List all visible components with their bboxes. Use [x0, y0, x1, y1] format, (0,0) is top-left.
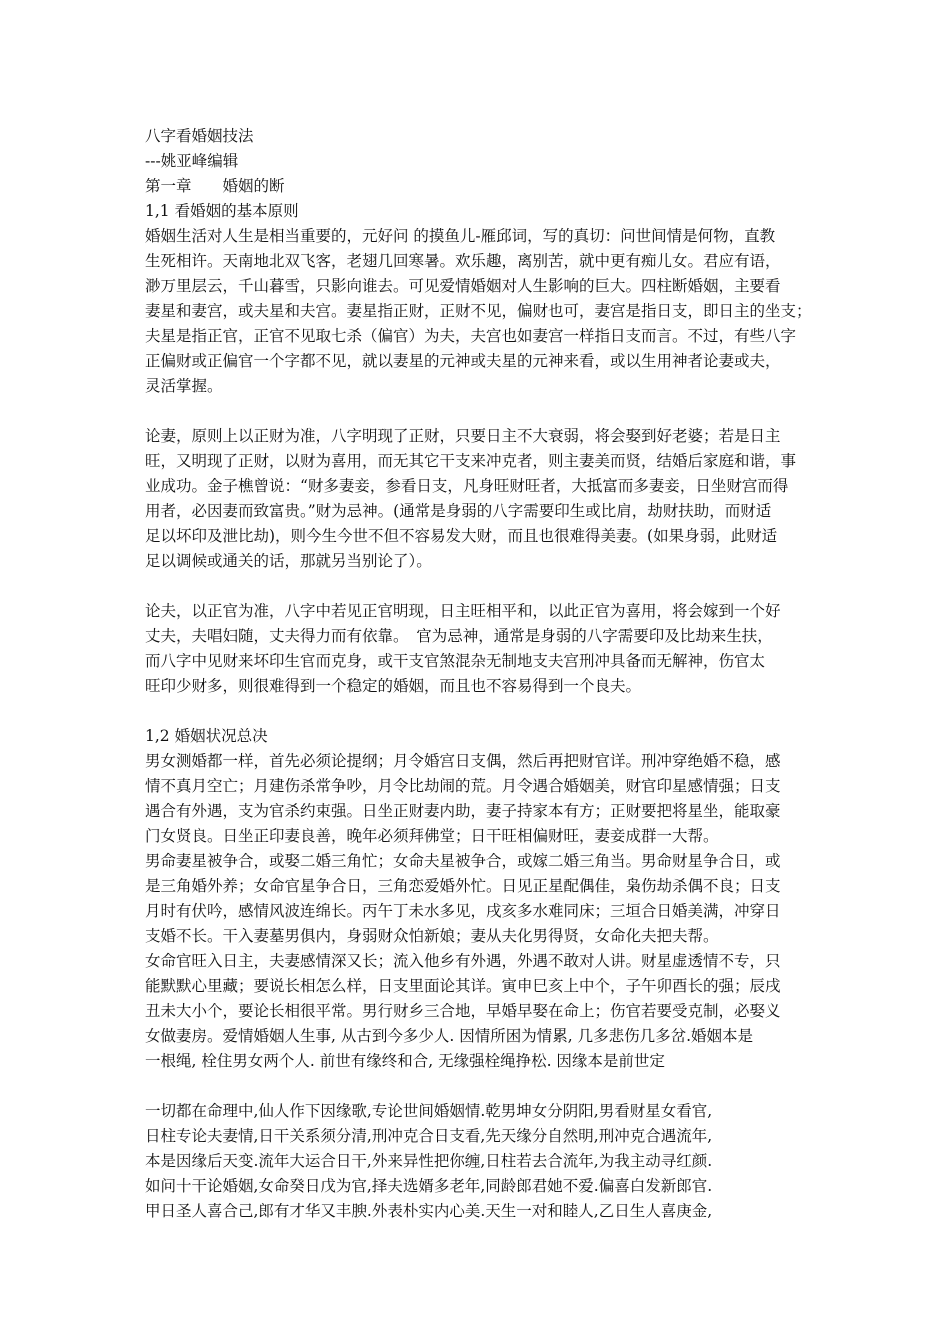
text-line: 夫星是指正官，正官不见取七杀（偏官）为夫，夫宫也如妻宫一样指日支而言。不过，有些八字 [145, 327, 797, 345]
text-line: 女命官旺入日主，夫妻感情深又长；流入他乡有外遇，外遇不敢对人讲。财星虚透情不专，只 [145, 952, 781, 970]
text-line: 妻星和妻宫，或夫星和夫宫。妻星指正财，正财不见，偏财也可，妻宫是指日支，即日主的坐支； [145, 302, 812, 320]
text-line: 月时有伏吟，感情风波连绵长。丙午丁未水多见，戌亥多水难同床；三垣合日婚美满，冲穿日 [145, 902, 781, 920]
text-line: 业成功。金子樵曾说：“财多妻妾，参看日支，凡身旺财旺者，大抵富而多妻妾，日坐财宫而得 [145, 477, 789, 495]
text-line: 渺万里层云，千山暮雪，只影向谁去。可见爱情婚姻对人生影响的巨大。四柱断婚姻，主要看 [145, 277, 781, 295]
text-line: 正偏财或正偏官一个字都不见，就以妻星的元神或夫星的元神来看，或以生用神者论妻或夫， [145, 352, 781, 370]
paragraph [145, 949, 813, 1074]
paragraph [145, 424, 813, 574]
document-page [145, 124, 813, 1224]
text-line: 甲日圣人喜合己,郎有才华又丰腴.外表朴实内心美.天生一对和睦人,乙日生人喜庚金, [145, 1202, 713, 1220]
text-line: 而八字中见财来坏印生官而克身，或干支官煞混杂无制地支夫宫刑冲具备而无解神，伤官太 [145, 652, 766, 670]
paragraph-gap [145, 699, 813, 724]
paragraph [145, 749, 813, 849]
text-line: 一切都在命理中,仙人作下因缘歌,专论世间婚姻情.乾男坤女分阴阳,男看财星女看官, [145, 1102, 713, 1120]
text-line: 支婚不长。干入妻墓男俱内，身弱财众怕新娘；妻从夫化男得贤，女命化夫把夫帮。 [145, 927, 719, 945]
paragraph [145, 224, 813, 399]
text-line: 本是因缘后天变.流年大运合日干,外来异性把你缠,日柱若去合流年,为我主动寻红颜. [145, 1152, 713, 1170]
text-line: 论妻，原则上以正财为准，八字明现了正财，只要日主不大衰弱，将会娶到好老婆；若是日主 [145, 427, 781, 445]
text-line: 男命妻星被争合，或娶二婚三角忙；女命夫星被争合，或嫁二婚三角当。男命财星争合日，或 [145, 852, 781, 870]
document-author: ---姚亚峰编辑 [145, 152, 239, 170]
text-line: 遇合有外遇，支为官杀约束强。日坐正财妻内助，妻子持家本有方；正财要把将星坐，能取豪 [145, 802, 781, 820]
text-line: 生死相许。天南地北双飞客，老翅几回寒暑。欢乐趣，离别苦，就中更有痴儿女。君应有语， [145, 252, 781, 270]
text-line: 如问十干论婚姻,女命癸日戊为官,择夫选婿多老年,同龄郎君她不爱.偏喜白发新郎官. [145, 1177, 713, 1195]
text-line: 日柱专论夫妻情,日干关系须分清,刑冲克合日支看,先天缘分自然明,刑冲克合遇流年, [145, 1127, 713, 1145]
text-line: 论夫，以正官为准，八字中若见正官明现，日主旺相平和，以此正官为喜用，将会嫁到一个好 [145, 602, 781, 620]
text-line: 能默默心里藏；要说长相怎么样，日支里面论其详。寅申巳亥上中个，子午卯酉长的强；辰戌 [145, 977, 781, 995]
text-line: 一根绳, 栓住男女两个人. 前世有缘终和合, 无缘强栓绳挣松. 因缘本是前世定 [145, 1052, 665, 1070]
paragraph-gap [145, 399, 813, 424]
text-line: 用者，必因妻而致富贵。”财为忌神。(通常是身弱的八字需要印生或比肩，劫财扶助，而财适 [145, 502, 772, 520]
document-title: 八字看婚姻技法 [145, 127, 254, 145]
section-heading: 1,1 看婚姻的基本原则 [145, 202, 299, 220]
paragraph-gap [145, 1074, 813, 1099]
text-line: 旺，又明现了正财，以财为喜用，而无其它干支来冲克者，则主妻美而贤，结婚后家庭和谐，事 [145, 452, 797, 470]
paragraph [145, 599, 813, 699]
text-line: 旺印少财多，则很难得到一个稳定的婚姻，而且也不容易得到一个良夫。 [145, 677, 642, 695]
text-line: 情不真月空亡；月建伤杀常争吵，月令比劫闹的荒。月令遇合婚姻美，财官印星感情强；日支 [145, 777, 781, 795]
text-line: 女做妻房。爱情婚姻人生事, 从古到今多少人. 因情所困为情累, 几多悲伤几多岔.婚姻本是 [145, 1027, 753, 1045]
text-line: 婚姻生活对人生是相当重要的，元好问 的摸鱼儿-雁邱词，写的真切：问世间情是何物，直教 [145, 227, 776, 245]
text-line: 灵活掌握。 [145, 377, 223, 395]
text-line: 足以坏印及泄比劫)，则今生今世不但不容易发大财，而且也很难得美妻。(如果身弱，此财适 [145, 527, 778, 545]
paragraph [145, 1099, 813, 1224]
text-line: 是三角婚外养；女命官星争合日，三角恋爱婚外忙。日见正星配偶佳，枭伤劫杀偶不良；日支 [145, 877, 781, 895]
text-line: 丑未大小个，要论长相很平常。男行财乡三合地，早婚早娶在命上；伤官若要受克制，必娶义 [145, 1002, 781, 1020]
paragraph-gap [145, 574, 813, 599]
section-heading: 1,2 婚姻状况总决 [145, 727, 268, 745]
paragraph [145, 849, 813, 949]
chapter-heading: 第一章 婚姻的断 [145, 177, 285, 195]
text-line: 门女贤良。日坐正印妻良善，晚年必须拜佛堂；日干旺相偏财旺，妻妾成群一大帮。 [145, 827, 719, 845]
text-line: 男女测婚都一样，首先必须论提纲；月令婚宫日支偶，然后再把财官详。刑冲穿绝婚不稳，感 [145, 752, 781, 770]
text-line: 足以调候或通关的话，那就另当别论了）。 [145, 552, 432, 570]
text-line: 丈夫，夫唱妇随，丈夫得力而有依靠。 官为忌神，通常是身弱的八字需要印及比劫来生扶， [145, 627, 773, 645]
